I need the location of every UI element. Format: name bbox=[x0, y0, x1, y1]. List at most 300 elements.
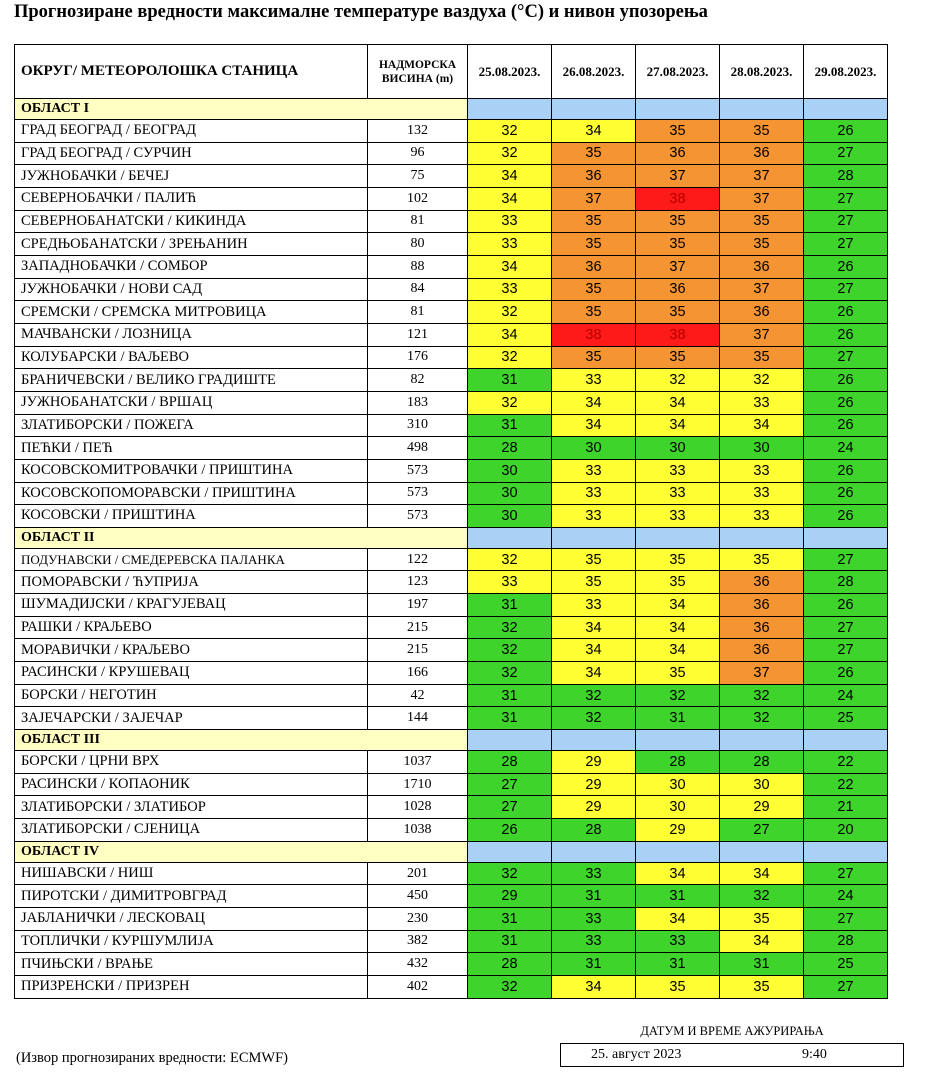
temperature-cell: 34 bbox=[468, 187, 552, 210]
temperature-cell: 35 bbox=[636, 975, 720, 998]
station-name: СРЕМСКИ / СРЕМСКА МИТРОВИЦА bbox=[15, 301, 368, 324]
temperature-cell: 22 bbox=[804, 751, 888, 774]
temperature-cell: 30 bbox=[720, 773, 804, 796]
table-row bbox=[15, 953, 888, 976]
temperature-cell: 37 bbox=[552, 187, 636, 210]
temperature-cell: 32 bbox=[720, 885, 804, 908]
region-band-cell bbox=[636, 527, 720, 548]
temperature-cell: 27 bbox=[720, 819, 804, 842]
table-row bbox=[15, 571, 888, 594]
region-name: ОБЛАСТ II bbox=[15, 527, 468, 548]
temperature-cell: 35 bbox=[552, 278, 636, 301]
region-band-cell bbox=[468, 730, 552, 751]
temperature-cell: 30 bbox=[468, 505, 552, 528]
temperature-cell: 32 bbox=[468, 391, 552, 414]
station-altitude: 498 bbox=[368, 437, 468, 460]
station-name: БОРСКИ / ЦРНИ ВРХ bbox=[15, 751, 368, 774]
temperature-cell: 31 bbox=[552, 953, 636, 976]
temperature-forecast-table bbox=[14, 44, 888, 999]
temperature-cell: 27 bbox=[804, 278, 888, 301]
temperature-cell: 33 bbox=[552, 482, 636, 505]
table-row bbox=[15, 548, 888, 571]
temperature-cell: 32 bbox=[552, 684, 636, 707]
table-row bbox=[15, 975, 888, 998]
update-box bbox=[560, 1043, 904, 1067]
temperature-cell: 34 bbox=[552, 391, 636, 414]
temperature-cell: 30 bbox=[636, 796, 720, 819]
temperature-cell: 35 bbox=[720, 548, 804, 571]
table-row bbox=[15, 930, 888, 953]
temperature-cell: 33 bbox=[468, 233, 552, 256]
temperature-cell: 35 bbox=[720, 210, 804, 233]
station-altitude: 573 bbox=[368, 505, 468, 528]
station-altitude: 96 bbox=[368, 142, 468, 165]
station-altitude: 382 bbox=[368, 930, 468, 953]
temperature-cell: 22 bbox=[804, 773, 888, 796]
station-name: ПОДУНАВСКИ / СМЕДЕРЕВСКА ПАЛАНКА bbox=[15, 548, 368, 571]
region-row bbox=[15, 99, 888, 120]
temperature-cell: 31 bbox=[468, 707, 552, 730]
table-row bbox=[15, 187, 888, 210]
temperature-cell: 35 bbox=[636, 346, 720, 369]
temperature-cell: 37 bbox=[720, 187, 804, 210]
station-name: КОСОВСКИ / ПРИШТИНА bbox=[15, 505, 368, 528]
temperature-cell: 34 bbox=[636, 908, 720, 931]
temperature-cell: 35 bbox=[636, 571, 720, 594]
temperature-cell: 32 bbox=[720, 707, 804, 730]
table-row bbox=[15, 369, 888, 392]
station-altitude: 132 bbox=[368, 120, 468, 143]
temperature-cell: 31 bbox=[636, 885, 720, 908]
station-name: ПЧИЊСКИ / ВРАЊЕ bbox=[15, 953, 368, 976]
temperature-cell: 34 bbox=[468, 323, 552, 346]
station-name: СЕВЕРНОБАНАТСКИ / КИКИНДА bbox=[15, 210, 368, 233]
region-row bbox=[15, 527, 888, 548]
temperature-cell: 32 bbox=[720, 369, 804, 392]
region-band-cell bbox=[720, 527, 804, 548]
temperature-cell: 31 bbox=[636, 953, 720, 976]
temperature-cell: 27 bbox=[468, 796, 552, 819]
temperature-cell: 36 bbox=[720, 142, 804, 165]
temperature-cell: 36 bbox=[636, 278, 720, 301]
station-altitude: 215 bbox=[368, 616, 468, 639]
station-altitude: 176 bbox=[368, 346, 468, 369]
temperature-cell: 32 bbox=[468, 616, 552, 639]
table-row bbox=[15, 796, 888, 819]
temperature-cell: 26 bbox=[804, 505, 888, 528]
station-name: СЕВЕРНОБАЧКИ / ПАЛИЋ bbox=[15, 187, 368, 210]
region-band-cell bbox=[720, 99, 804, 120]
temperature-cell: 27 bbox=[804, 639, 888, 662]
station-name: СРЕДЊОБАНАТСКИ / ЗРЕЊАНИН bbox=[15, 233, 368, 256]
region-name: ОБЛАСТ IV bbox=[15, 841, 468, 862]
temperature-cell: 27 bbox=[468, 773, 552, 796]
temperature-cell: 27 bbox=[804, 233, 888, 256]
temperature-cell: 28 bbox=[804, 571, 888, 594]
region-band-cell bbox=[636, 841, 720, 862]
station-name: БОРСКИ / НЕГОТИН bbox=[15, 684, 368, 707]
temperature-cell: 36 bbox=[552, 165, 636, 188]
temperature-cell: 36 bbox=[720, 571, 804, 594]
station-name: ГРАД БЕОГРАД / БЕОГРАД bbox=[15, 120, 368, 143]
table-row bbox=[15, 819, 888, 842]
table-row bbox=[15, 639, 888, 662]
temperature-cell: 27 bbox=[804, 346, 888, 369]
region-band-cell bbox=[804, 841, 888, 862]
region-name: ОБЛАСТ I bbox=[15, 99, 468, 120]
temperature-cell: 31 bbox=[468, 369, 552, 392]
temperature-cell: 34 bbox=[552, 975, 636, 998]
region-band-cell bbox=[468, 99, 552, 120]
temperature-cell: 33 bbox=[552, 369, 636, 392]
temperature-cell: 29 bbox=[468, 885, 552, 908]
temperature-cell: 28 bbox=[468, 751, 552, 774]
table-row bbox=[15, 594, 888, 617]
temperature-cell: 33 bbox=[468, 278, 552, 301]
station-name: ЗАПАДНОБАЧКИ / СОМБОР bbox=[15, 255, 368, 278]
region-band-cell bbox=[552, 841, 636, 862]
region-band-cell bbox=[552, 527, 636, 548]
temperature-cell: 27 bbox=[804, 210, 888, 233]
header-date: 29.08.2023. bbox=[804, 45, 888, 99]
temperature-cell: 33 bbox=[468, 571, 552, 594]
region-band-cell bbox=[636, 99, 720, 120]
temperature-cell: 29 bbox=[720, 796, 804, 819]
table-row bbox=[15, 459, 888, 482]
temperature-cell: 36 bbox=[636, 142, 720, 165]
header-date: 28.08.2023. bbox=[720, 45, 804, 99]
region-band-cell bbox=[720, 841, 804, 862]
temperature-cell: 34 bbox=[468, 255, 552, 278]
temperature-cell: 30 bbox=[636, 437, 720, 460]
temperature-cell: 28 bbox=[804, 930, 888, 953]
region-row bbox=[15, 841, 888, 862]
table-row bbox=[15, 862, 888, 885]
temperature-cell: 32 bbox=[468, 662, 552, 685]
region-band-cell bbox=[804, 527, 888, 548]
station-altitude: 166 bbox=[368, 662, 468, 685]
temperature-cell: 24 bbox=[804, 885, 888, 908]
station-name: БРАНИЧЕВСКИ / ВЕЛИКО ГРАДИШТЕ bbox=[15, 369, 368, 392]
temperature-cell: 34 bbox=[720, 930, 804, 953]
temperature-cell: 28 bbox=[720, 751, 804, 774]
station-name: ПЕЋКИ / ПЕЋ bbox=[15, 437, 368, 460]
temperature-cell: 26 bbox=[804, 323, 888, 346]
temperature-cell: 33 bbox=[720, 459, 804, 482]
temperature-cell: 26 bbox=[804, 301, 888, 324]
station-altitude: 450 bbox=[368, 885, 468, 908]
station-name: ЗЛАТИБОРСКИ / ЗЛАТИБОР bbox=[15, 796, 368, 819]
temperature-cell: 35 bbox=[552, 301, 636, 324]
temperature-cell: 31 bbox=[468, 908, 552, 931]
page-title: Прогнозиране вредности максималне температуре ваздуха (°C) и нивон упозорења bbox=[14, 2, 708, 22]
station-name: КОЛУБАРСКИ / ВАЉЕВО bbox=[15, 346, 368, 369]
update-time: 9:40 bbox=[802, 1047, 827, 1062]
station-name: ШУМАДИЈСКИ / КРАГУЈЕВАЦ bbox=[15, 594, 368, 617]
temperature-cell: 37 bbox=[636, 165, 720, 188]
station-altitude: 102 bbox=[368, 187, 468, 210]
temperature-cell: 37 bbox=[720, 662, 804, 685]
temperature-cell: 26 bbox=[804, 414, 888, 437]
table-row bbox=[15, 165, 888, 188]
temperature-cell: 32 bbox=[468, 975, 552, 998]
station-altitude: 1710 bbox=[368, 773, 468, 796]
station-name: ГРАД БЕОГРАД / СУРЧИН bbox=[15, 142, 368, 165]
temperature-cell: 32 bbox=[468, 120, 552, 143]
temperature-cell: 31 bbox=[468, 594, 552, 617]
temperature-cell: 38 bbox=[636, 323, 720, 346]
temperature-cell: 38 bbox=[636, 187, 720, 210]
station-altitude: 121 bbox=[368, 323, 468, 346]
table-row bbox=[15, 323, 888, 346]
region-row bbox=[15, 730, 888, 751]
temperature-cell: 32 bbox=[468, 142, 552, 165]
station-altitude: 84 bbox=[368, 278, 468, 301]
station-altitude: 82 bbox=[368, 369, 468, 392]
temperature-cell: 34 bbox=[636, 594, 720, 617]
temperature-cell: 33 bbox=[636, 930, 720, 953]
station-name: ЗАЈЕЧАРСКИ / ЗАЈЕЧАР bbox=[15, 707, 368, 730]
temperature-cell: 34 bbox=[636, 616, 720, 639]
station-altitude: 573 bbox=[368, 459, 468, 482]
temperature-cell: 35 bbox=[636, 233, 720, 256]
temperature-cell: 35 bbox=[636, 662, 720, 685]
temperature-cell: 30 bbox=[552, 437, 636, 460]
region-band-cell bbox=[468, 527, 552, 548]
temperature-cell: 32 bbox=[468, 548, 552, 571]
station-name: МАЧВАНСКИ / ЛОЗНИЦА bbox=[15, 323, 368, 346]
region-band-cell bbox=[552, 730, 636, 751]
temperature-cell: 24 bbox=[804, 684, 888, 707]
temperature-cell: 35 bbox=[552, 548, 636, 571]
temperature-cell: 35 bbox=[720, 975, 804, 998]
temperature-cell: 26 bbox=[804, 120, 888, 143]
temperature-cell: 32 bbox=[552, 707, 636, 730]
temperature-cell: 36 bbox=[720, 301, 804, 324]
temperature-cell: 33 bbox=[636, 482, 720, 505]
temperature-cell: 32 bbox=[636, 369, 720, 392]
temperature-cell: 27 bbox=[804, 142, 888, 165]
table-row bbox=[15, 662, 888, 685]
temperature-cell: 26 bbox=[804, 662, 888, 685]
table-row bbox=[15, 684, 888, 707]
temperature-cell: 33 bbox=[552, 594, 636, 617]
temperature-cell: 33 bbox=[720, 505, 804, 528]
region-band-cell bbox=[804, 99, 888, 120]
temperature-cell: 33 bbox=[720, 482, 804, 505]
temperature-cell: 31 bbox=[468, 684, 552, 707]
table-row bbox=[15, 255, 888, 278]
temperature-cell: 28 bbox=[636, 751, 720, 774]
temperature-cell: 32 bbox=[468, 346, 552, 369]
temperature-cell: 28 bbox=[468, 437, 552, 460]
temperature-cell: 35 bbox=[636, 548, 720, 571]
temperature-cell: 35 bbox=[636, 120, 720, 143]
station-altitude: 42 bbox=[368, 684, 468, 707]
temperature-cell: 35 bbox=[552, 210, 636, 233]
temperature-cell: 32 bbox=[636, 684, 720, 707]
temperature-cell: 30 bbox=[720, 437, 804, 460]
station-name: ЈАБЛАНИЧКИ / ЛЕСКОВАЦ bbox=[15, 908, 368, 931]
temperature-cell: 32 bbox=[468, 301, 552, 324]
station-name: ЗЛАТИБОРСКИ / СЈЕНИЦА bbox=[15, 819, 368, 842]
temperature-cell: 33 bbox=[468, 210, 552, 233]
station-altitude: 81 bbox=[368, 210, 468, 233]
temperature-cell: 34 bbox=[552, 414, 636, 437]
header-altitude-line2: ВИСИНА (m) bbox=[381, 72, 454, 85]
station-name: НИШАВСКИ / НИШ bbox=[15, 862, 368, 885]
table-row bbox=[15, 505, 888, 528]
station-altitude: 402 bbox=[368, 975, 468, 998]
header-date: 27.08.2023. bbox=[636, 45, 720, 99]
table-body bbox=[15, 99, 888, 999]
temperature-cell: 35 bbox=[720, 233, 804, 256]
temperature-cell: 33 bbox=[636, 505, 720, 528]
temperature-cell: 35 bbox=[552, 233, 636, 256]
table-row bbox=[15, 391, 888, 414]
temperature-cell: 38 bbox=[552, 323, 636, 346]
station-altitude: 122 bbox=[368, 548, 468, 571]
region-band-cell bbox=[804, 730, 888, 751]
table-row bbox=[15, 301, 888, 324]
station-altitude: 88 bbox=[368, 255, 468, 278]
temperature-cell: 27 bbox=[804, 908, 888, 931]
table-row bbox=[15, 142, 888, 165]
temperature-cell: 33 bbox=[636, 459, 720, 482]
temperature-cell: 37 bbox=[720, 278, 804, 301]
station-altitude: 1037 bbox=[368, 751, 468, 774]
table-row bbox=[15, 707, 888, 730]
station-altitude: 310 bbox=[368, 414, 468, 437]
station-name: ПОМОРАВСКИ / ЋУПРИЈА bbox=[15, 571, 368, 594]
table-row bbox=[15, 414, 888, 437]
temperature-cell: 26 bbox=[804, 391, 888, 414]
temperature-cell: 32 bbox=[468, 862, 552, 885]
station-altitude: 201 bbox=[368, 862, 468, 885]
station-name: МОРАВИЧКИ / КРАЉЕВО bbox=[15, 639, 368, 662]
table-row bbox=[15, 120, 888, 143]
table-row bbox=[15, 210, 888, 233]
temperature-cell: 28 bbox=[804, 165, 888, 188]
temperature-cell: 35 bbox=[636, 301, 720, 324]
table-row bbox=[15, 751, 888, 774]
temperature-cell: 27 bbox=[804, 616, 888, 639]
table-row bbox=[15, 482, 888, 505]
temperature-cell: 34 bbox=[552, 120, 636, 143]
header-date: 26.08.2023. bbox=[552, 45, 636, 99]
temperature-cell: 27 bbox=[804, 975, 888, 998]
station-altitude: 123 bbox=[368, 571, 468, 594]
temperature-cell: 35 bbox=[636, 210, 720, 233]
temperature-cell: 32 bbox=[720, 684, 804, 707]
station-altitude: 75 bbox=[368, 165, 468, 188]
temperature-cell: 34 bbox=[720, 414, 804, 437]
station-name: КОСОВСКОМИТРОВАЧКИ / ПРИШТИНА bbox=[15, 459, 368, 482]
temperature-cell: 27 bbox=[804, 187, 888, 210]
source-note: (Извор прогнозираних вредности: ECMWF) bbox=[16, 1050, 288, 1066]
temperature-cell: 36 bbox=[720, 594, 804, 617]
temperature-cell: 27 bbox=[804, 862, 888, 885]
temperature-cell: 27 bbox=[804, 548, 888, 571]
temperature-cell: 37 bbox=[720, 165, 804, 188]
temperature-cell: 24 bbox=[804, 437, 888, 460]
station-name: РАШКИ / КРАЉЕВО bbox=[15, 616, 368, 639]
temperature-cell: 31 bbox=[636, 707, 720, 730]
header-date: 25.08.2023. bbox=[468, 45, 552, 99]
table-row bbox=[15, 346, 888, 369]
table-row bbox=[15, 437, 888, 460]
station-name: РАСИНСКИ / КОПАОНИК bbox=[15, 773, 368, 796]
temperature-cell: 36 bbox=[552, 255, 636, 278]
station-altitude: 573 bbox=[368, 482, 468, 505]
temperature-cell: 34 bbox=[636, 862, 720, 885]
station-altitude: 215 bbox=[368, 639, 468, 662]
table-row bbox=[15, 773, 888, 796]
temperature-cell: 26 bbox=[468, 819, 552, 842]
update-label: ДАТУМ И ВРЕМЕ АЖУРИРАЊА bbox=[640, 1024, 824, 1038]
header-station: ОКРУГ/ МЕТЕОРОЛОШКА СТАНИЦА bbox=[15, 45, 368, 99]
station-altitude: 230 bbox=[368, 908, 468, 931]
temperature-cell: 33 bbox=[720, 391, 804, 414]
temperature-cell: 31 bbox=[720, 953, 804, 976]
temperature-cell: 26 bbox=[804, 255, 888, 278]
temperature-cell: 33 bbox=[552, 459, 636, 482]
temperature-cell: 36 bbox=[720, 639, 804, 662]
temperature-cell: 37 bbox=[636, 255, 720, 278]
temperature-cell: 21 bbox=[804, 796, 888, 819]
temperature-cell: 34 bbox=[552, 616, 636, 639]
station-name: КОСОВСКОПОМОРАВСКИ / ПРИШТИНА bbox=[15, 482, 368, 505]
temperature-cell: 34 bbox=[636, 639, 720, 662]
table-row bbox=[15, 908, 888, 931]
temperature-cell: 35 bbox=[552, 142, 636, 165]
temperature-cell: 26 bbox=[804, 482, 888, 505]
temperature-cell: 35 bbox=[552, 346, 636, 369]
station-name: ЗЛАТИБОРСКИ / ПОЖЕГА bbox=[15, 414, 368, 437]
temperature-cell: 34 bbox=[720, 862, 804, 885]
temperature-cell: 30 bbox=[468, 459, 552, 482]
station-name: ЈУЖНОБАЧКИ / БЕЧЕЈ bbox=[15, 165, 368, 188]
temperature-cell: 29 bbox=[552, 751, 636, 774]
temperature-cell: 33 bbox=[552, 505, 636, 528]
temperature-cell: 34 bbox=[636, 414, 720, 437]
temperature-cell: 30 bbox=[636, 773, 720, 796]
station-name: РАСИНСКИ / КРУШЕВАЦ bbox=[15, 662, 368, 685]
temperature-cell: 34 bbox=[552, 639, 636, 662]
table-row bbox=[15, 233, 888, 256]
header-altitude bbox=[368, 45, 468, 99]
station-name: ТОПЛИЧКИ / КУРШУМЛИЈА bbox=[15, 930, 368, 953]
temperature-cell: 34 bbox=[468, 165, 552, 188]
station-name: ПИРОТСКИ / ДИМИТРОВГРАД bbox=[15, 885, 368, 908]
station-altitude: 81 bbox=[368, 301, 468, 324]
station-altitude: 432 bbox=[368, 953, 468, 976]
temperature-cell: 33 bbox=[552, 930, 636, 953]
station-altitude: 144 bbox=[368, 707, 468, 730]
station-altitude: 80 bbox=[368, 233, 468, 256]
region-name: ОБЛАСТ III bbox=[15, 730, 468, 751]
station-name: ЈУЖНОБАНАТСКИ / ВРШАЦ bbox=[15, 391, 368, 414]
temperature-cell: 35 bbox=[552, 571, 636, 594]
temperature-cell: 35 bbox=[720, 120, 804, 143]
station-name: ЈУЖНОБАЧКИ / НОВИ САД bbox=[15, 278, 368, 301]
table-header-row bbox=[15, 45, 888, 99]
region-band-cell bbox=[720, 730, 804, 751]
temperature-cell: 32 bbox=[468, 639, 552, 662]
temperature-cell: 30 bbox=[468, 482, 552, 505]
region-band-cell bbox=[636, 730, 720, 751]
temperature-cell: 25 bbox=[804, 953, 888, 976]
